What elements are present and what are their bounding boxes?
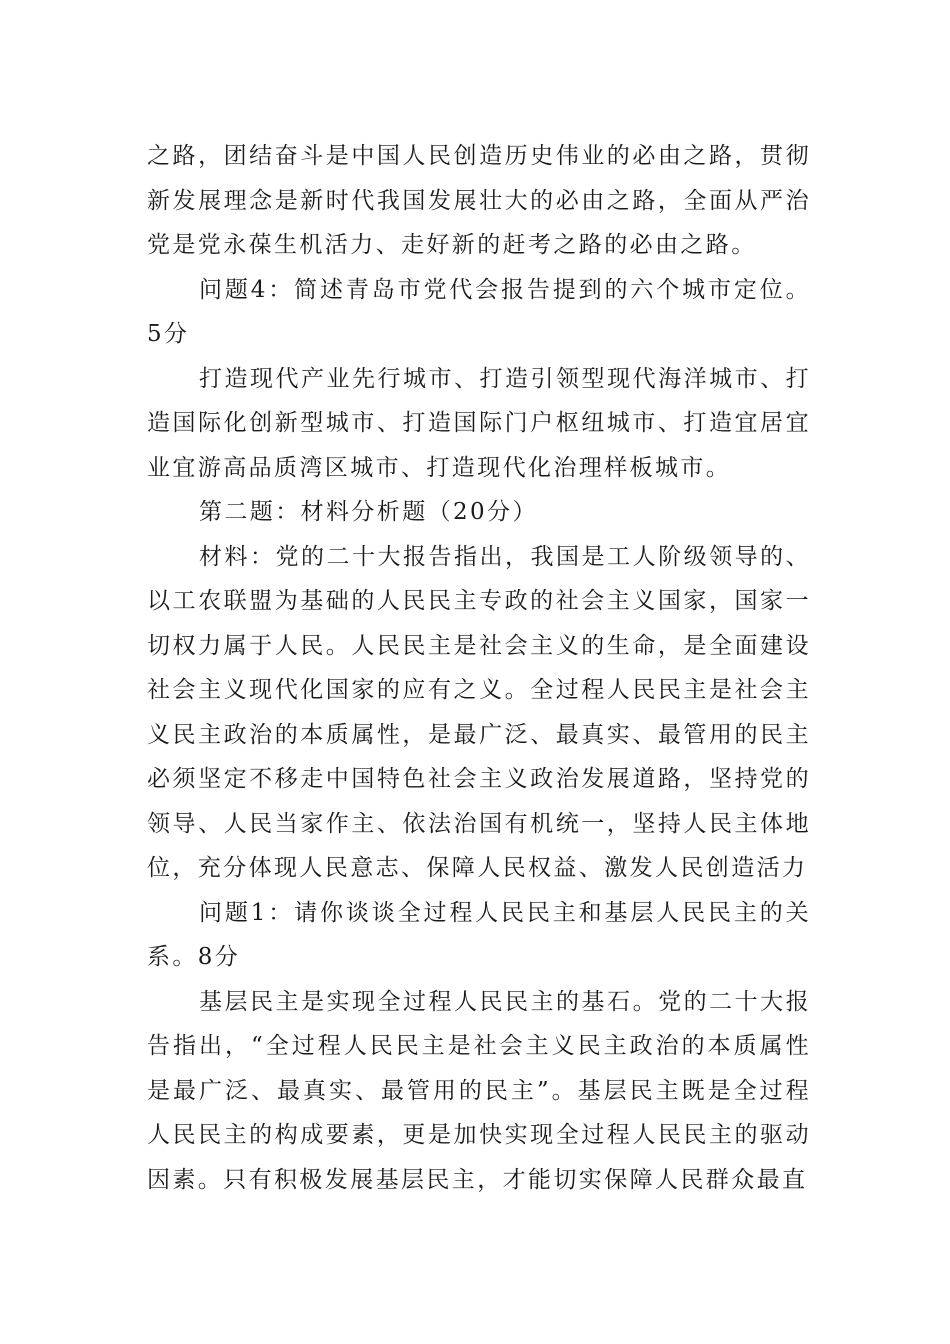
question-1-heading: 问题1：请你谈谈全过程人民民主和基层人民民主的关系。8分 <box>147 899 811 970</box>
answer-1-paragraph: 基层民主是实现全过程人民民主的基石。党的二十大报告指出，“全过程人民民主是社会主义民主政治的本质属性是最广泛、最真实、最管用的民主”。基层民主既是全过程人民民主的构成要素，更是加快实现全过程人民民主的驱动因素。只有积极发展基层民主，才能切实保障人民群众最直 <box>147 988 811 1193</box>
paragraph-continuation: 之路，团结奋斗是中国人民创造历史伟业的必由之路，贯彻新发展理念是新时代我国发展壮大的必由之路，全面从严治党是党永葆生机活力、走好新的赶考之路的必由之路。 <box>147 143 811 258</box>
question-4-heading: 问题4：简述青岛市党代会报告提到的六个城市定位。5分 <box>147 276 811 347</box>
answer-4-paragraph: 打造现代产业先行城市、打造引领型现代海洋城市、打造国际化创新型城市、打造国际门户枢纽城市、打造宜居宜业宜游高品质湾区城市、打造现代化治理样板城市。 <box>147 365 811 481</box>
document-body <box>147 134 811 1202</box>
section-2-heading: 第二题：材料分析题（20分） <box>199 499 538 525</box>
material-paragraph: 材料：党的二十大报告指出，我国是工人阶级领导的、以工农联盟为基础的人民民主专政的社会主义国家，国家一切权力属于人民。人民民主是社会主义的生命，是全面建设社会主义现代化国家的应有之义。全过程人民民主是社会主义民主政治的本质属性，是最广泛、最真实、最管用的民主必须坚定不移走中国特色社会主义政治发展道路，坚持党的领导、人民当家作主、依法治国有机统一，坚持人民主体地位，充分体现人民意志、保障人民权益、激发人民创造活力 <box>147 543 811 881</box>
